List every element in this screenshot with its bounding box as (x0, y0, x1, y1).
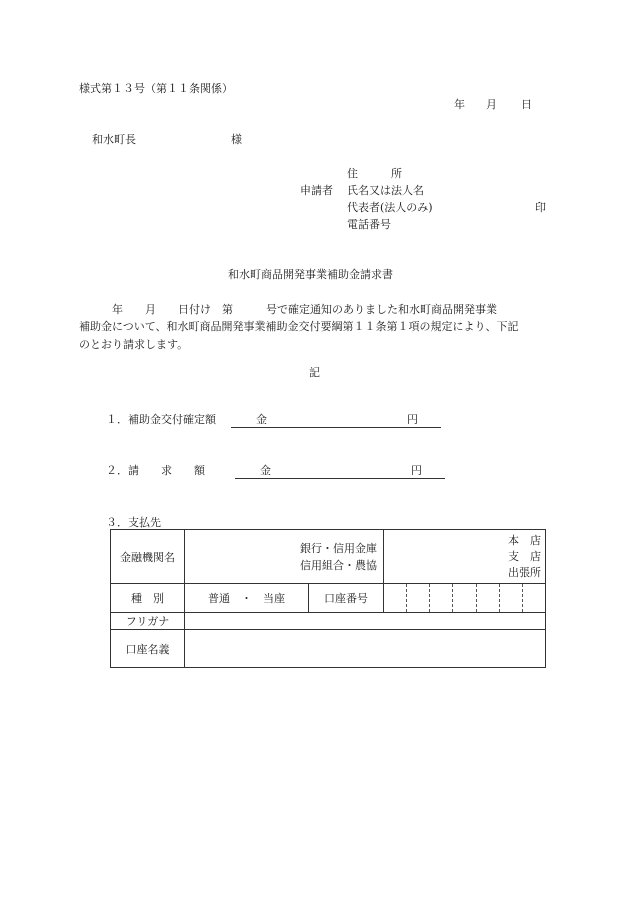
type-row (111, 584, 546, 613)
account-number-label: 口座番号 (309, 584, 384, 613)
item-2-prefix: 金 (260, 464, 271, 477)
date-year: 年 (454, 98, 465, 111)
account-holder-label: 口座名義 (111, 630, 185, 668)
item-1-amount-field[interactable] (231, 427, 441, 428)
applicant-phone-label: 電話番号 (347, 218, 391, 231)
item-2-amount-field[interactable] (235, 478, 445, 479)
institution-label: 金融機関名 (111, 530, 185, 584)
account-digit-3[interactable] (429, 584, 452, 612)
item-2-suffix: 円 (411, 464, 422, 477)
date-month: 月 (486, 98, 497, 111)
account-digit-7[interactable] (522, 584, 545, 612)
applicant-representative-label: 代表者(法人のみ) (347, 201, 433, 214)
branch-field[interactable] (384, 530, 546, 584)
bank-types-line-1: 銀行・信用金庫 (300, 541, 377, 555)
branch-option-main: 本 店 (508, 533, 541, 547)
account-holder-row (111, 630, 546, 668)
date-day: 日 (521, 98, 532, 111)
branch-option-sub: 出張所 (508, 565, 541, 579)
furigana-field[interactable] (185, 613, 546, 630)
account-digit-4[interactable] (452, 584, 475, 612)
type-label: 種 別 (111, 584, 185, 613)
type-options[interactable]: 普通 ・ 当座 (185, 584, 309, 613)
applicant-address-label: 住 所 (347, 167, 402, 180)
payment-heading: ３．支払先 (106, 516, 161, 529)
body-line-1: 年 月 日付け 第 号で確定通知のありました和水町商品開発事業 (79, 303, 497, 316)
seal-mark: 印 (535, 201, 546, 214)
item-1-suffix: 円 (407, 413, 418, 426)
item-1-prefix: 金 (256, 413, 267, 426)
account-digit-6[interactable] (499, 584, 522, 612)
institution-field[interactable] (185, 530, 384, 584)
account-number-field[interactable] (384, 584, 546, 613)
item-1-label: １．補助金交付確定額 (106, 413, 216, 426)
institution-row (111, 530, 546, 584)
addressee-honorific: 様 (231, 133, 242, 146)
form-number: 様式第１３号（第１１条関係） (79, 82, 233, 95)
document-title: 和水町商品開発事業補助金請求書 (228, 268, 393, 281)
body-line-2: 補助金について、和水町商品開発事業補助金交付要綱第１１条第１項の規定により、下記 (79, 320, 519, 333)
payment-table (110, 529, 546, 668)
account-digit-5[interactable] (476, 584, 499, 612)
bank-types-line-2: 信用組合・農協 (300, 558, 377, 572)
ki-label: 記 (309, 366, 320, 379)
applicant-label: 申請者 (300, 184, 333, 197)
item-2-label: ２．請 求 額 (106, 464, 205, 477)
account-holder-field[interactable] (185, 630, 546, 668)
furigana-label: フリガナ (111, 613, 185, 630)
applicant-name-label: 氏名又は法人名 (347, 184, 424, 197)
branch-option-branch: 支 店 (508, 549, 541, 563)
furigana-row (111, 613, 546, 630)
addressee-name: 和水町長 (92, 133, 136, 146)
body-line-3: のとおり請求します。 (79, 338, 189, 351)
account-digit-1[interactable] (384, 584, 406, 612)
account-digit-2[interactable] (406, 584, 429, 612)
